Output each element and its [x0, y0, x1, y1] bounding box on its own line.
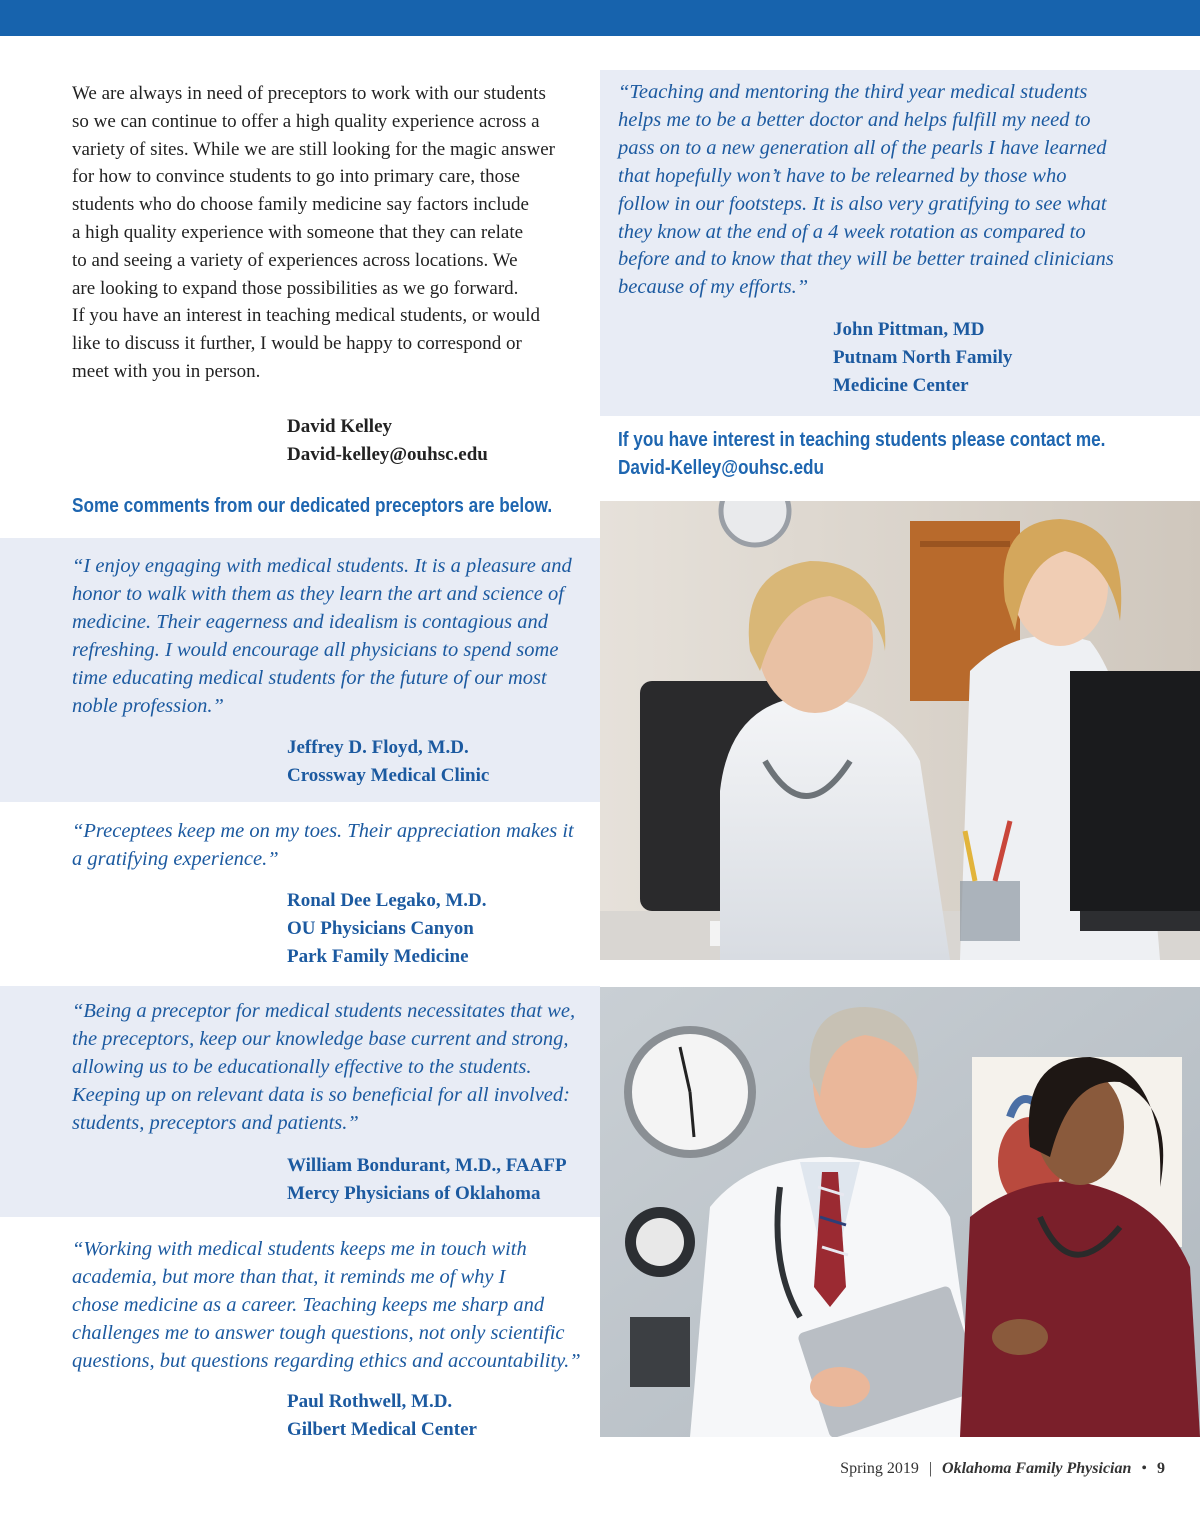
contact-text: If you have interest in teaching students please contact me. [618, 429, 1106, 451]
quote-line: follow in our footsteps. It is also very gratifying to see what [618, 192, 1107, 215]
intro-line: are looking to expand those possibilities as we go forward. [72, 277, 519, 299]
attribution-org: Mercy Physicians of Oklahoma [287, 1183, 541, 1204]
attribution-name: William Bondurant, M.D., FAAFP [287, 1155, 567, 1176]
quote-line: “I enjoy engaging with medical students. It is a pleasure and [72, 555, 572, 577]
intro-line: meet with you in person. [72, 360, 261, 382]
section-heading: Some comments from our dedicated preceptors are below. [72, 495, 553, 517]
footer-page-number: 9 [1157, 1460, 1165, 1477]
attribution-org: Crossway Medical Clinic [287, 765, 490, 786]
quote-line: because of my efforts.” [618, 276, 809, 299]
quote-line: students, preceptors and patients.” [72, 1112, 359, 1134]
contact-email[interactable]: David-Kelley@ouhsc.edu [618, 457, 825, 479]
attribution-org: Putnam North Family [833, 347, 1013, 368]
attribution-org: Gilbert Medical Center [287, 1419, 477, 1440]
intro-paragraph [72, 80, 587, 386]
attribution-name: Paul Rothwell, M.D. [287, 1391, 453, 1412]
quote-line: “Working with medical students keeps me in touch with [72, 1238, 527, 1260]
preceptor-quote [72, 552, 592, 720]
quote-attribution [287, 887, 486, 971]
quote-line: the preceptors, keep our knowledge base current and strong, [72, 1028, 569, 1050]
intro-line: variety of sites. While we are still looking for the magic answer [72, 138, 555, 160]
intro-line: for how to convince students to go into primary care, those [72, 166, 520, 188]
quote-line: helps me to be a better doctor and helps fulfill my need to [618, 108, 1091, 131]
intro-line: so we can continue to offer a high quality experience across a [72, 110, 540, 132]
quote-line: refreshing. I would encourage all physicians to spend some [72, 639, 559, 661]
attribution-name: Ronal Dee Legako, M.D. [287, 890, 487, 911]
preceptor-quote [72, 997, 592, 1137]
footer-separator: | [928, 1460, 933, 1477]
quote-line: pass on to a new generation all of the pearls I have learned [618, 136, 1107, 159]
attribution-org: Park Family Medicine [287, 946, 469, 967]
quote-line: “Preceptees keep me on my toes. Their appreciation makes it [72, 820, 574, 842]
photo-doctors-at-computer [600, 501, 1200, 960]
intro-line: students who do choose family medicine say factors include [72, 194, 529, 216]
top-color-bar [0, 0, 1200, 36]
featured-preceptor-quote [618, 79, 1163, 302]
intro-line: a high quality experience with someone that they can relate [72, 221, 524, 243]
quote-line: challenges me to answer tough questions, not only scientific [72, 1322, 565, 1344]
author-signature [287, 413, 488, 469]
author-email: David-kelley@ouhsc.edu [287, 444, 488, 465]
attribution-name: Jeffrey D. Floyd, M.D. [287, 737, 469, 758]
footer-bullet: • [1141, 1460, 1147, 1477]
photo-doctor-and-student [600, 987, 1200, 1437]
quote-line: allowing us to be educationally effective to the students. [72, 1056, 532, 1078]
page-footer [840, 1460, 1165, 1478]
quote-line: “Teaching and mentoring the third year medical students [618, 81, 1088, 103]
preceptor-quote [72, 1235, 592, 1375]
quote-line: they know at the end of a 4 week rotation as compared to [618, 220, 1086, 243]
intro-line: like to discuss it further, I would be happy to correspond or [72, 333, 522, 355]
footer-publication: Oklahoma Family Physician [942, 1460, 1132, 1477]
quote-line: that hopefully won’t have to be relearned by those who [618, 164, 1067, 187]
attribution-org: Medicine Center [833, 375, 969, 396]
author-name: David Kelley [287, 416, 393, 437]
quote-attribution [287, 1388, 477, 1444]
quote-line: academia, but more than that, it reminds me of why I [72, 1266, 506, 1288]
photo-doctors-at-computer-illustration [600, 501, 1200, 960]
quote-line: a gratifying experience.” [72, 848, 279, 870]
footer-season: Spring 2019 [840, 1460, 919, 1477]
quote-line: questions, but questions regarding ethics and accountability.” [72, 1350, 581, 1372]
quote-line: time educating medical students for the future of our most [72, 667, 547, 689]
quote-line: noble profession.” [72, 695, 224, 717]
quote-attribution [833, 316, 1012, 400]
photo-doctor-and-student-illustration [600, 987, 1200, 1437]
quote-line: honor to walk with them as they learn the art and science of [72, 583, 564, 605]
quote-line: chose medicine as a career. Teaching keeps me sharp and [72, 1294, 545, 1316]
quote-attribution [287, 1152, 567, 1208]
attribution-org: OU Physicians Canyon [287, 918, 474, 939]
contact-callout [618, 426, 1105, 482]
quote-line: “Being a preceptor for medical students necessitates that we, [72, 1000, 576, 1022]
quote-line: before and to know that they will be better trained clinicians [618, 248, 1114, 271]
quote-attribution [287, 734, 489, 790]
intro-line: If you have an interest in teaching medical students, or would [72, 305, 541, 327]
quote-line: medicine. Their eagerness and idealism is contagious and [72, 611, 549, 633]
attribution-name: John Pittman, MD [833, 319, 985, 340]
intro-line: to and seeing a variety of experiences across locations. We [72, 249, 518, 271]
quote-line: Keeping up on relevant data is so beneficial for all involved: [72, 1084, 570, 1106]
preceptor-quote [72, 817, 592, 873]
intro-line: We are always in need of preceptors to work with our students [72, 83, 546, 104]
